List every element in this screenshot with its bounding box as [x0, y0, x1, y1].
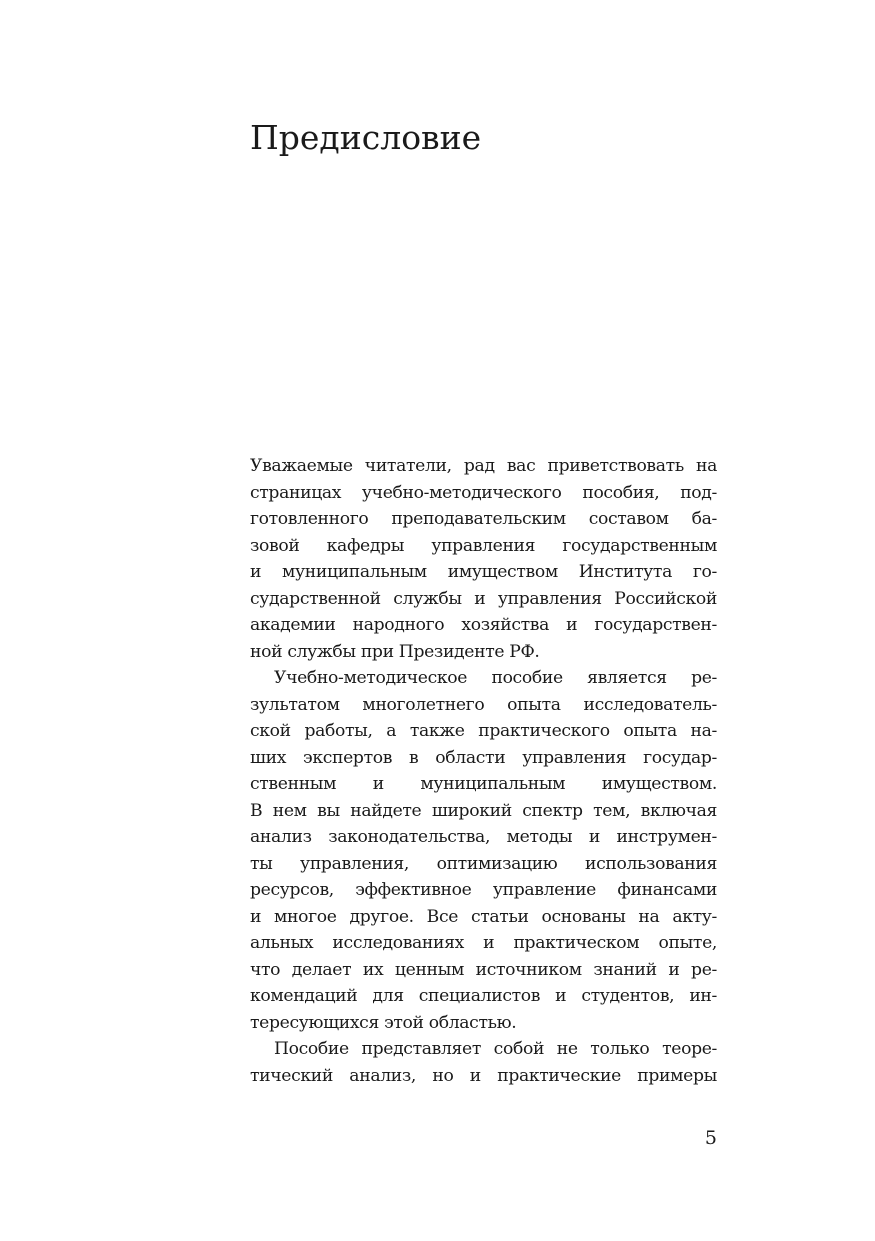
- text-line: ственным и муниципальным имуществом.: [250, 774, 717, 794]
- page-number: 5: [704, 1127, 717, 1149]
- text-line: Учебно-методическое пособие является ре-: [274, 668, 717, 688]
- text-line: сударственной службы и управления Российской: [250, 588, 717, 609]
- text-line: анализ законодательства, методы и инструмен-: [250, 827, 717, 847]
- text-line: зультатом многолетнего опыта исследователь-: [250, 694, 717, 715]
- text-line: готовленного преподавательским составом ба-: [250, 509, 717, 529]
- text-line: ной службы при Президенте РФ.: [250, 641, 540, 662]
- text-line: ших экспертов в области управления государ-: [250, 747, 717, 768]
- text-line: комендаций для специалистов и студентов, ин-: [250, 986, 717, 1006]
- text-line: альных исследованиях и практическом опыте,: [250, 933, 717, 953]
- text-line: академии народного хозяйства и государствен-: [250, 615, 717, 635]
- text-line: зовой кафедры управления государственным: [250, 535, 717, 556]
- text-line: ской работы, а также практического опыта на-: [250, 721, 717, 741]
- text-line: Пособие представляет собой не только теоре-: [274, 1039, 717, 1059]
- text-line: Уважаемые читатели, рад вас приветствовать на: [250, 456, 717, 476]
- text-line: что делает их ценным источником знаний и ре-: [250, 959, 717, 980]
- text-line: ты управления, оптимизацию использования: [250, 853, 717, 874]
- page-title: Предисловие: [250, 118, 482, 157]
- body-text: [250, 453, 717, 1089]
- text-line: тический анализ, но и практические примеры: [250, 1065, 717, 1086]
- text-line: тересующихся этой областью.: [250, 1012, 517, 1033]
- text-line: и муниципальным имуществом Института го-: [250, 562, 717, 582]
- text-line: В нем вы найдете широкий спектр тем, включая: [250, 800, 717, 821]
- text-line: страницах учебно-методического пособия, под-: [250, 482, 717, 503]
- text-line: ресурсов, эффективное управление финансами: [250, 880, 717, 900]
- text-line: и многое другое. Все статьи основаны на акту-: [250, 906, 717, 927]
